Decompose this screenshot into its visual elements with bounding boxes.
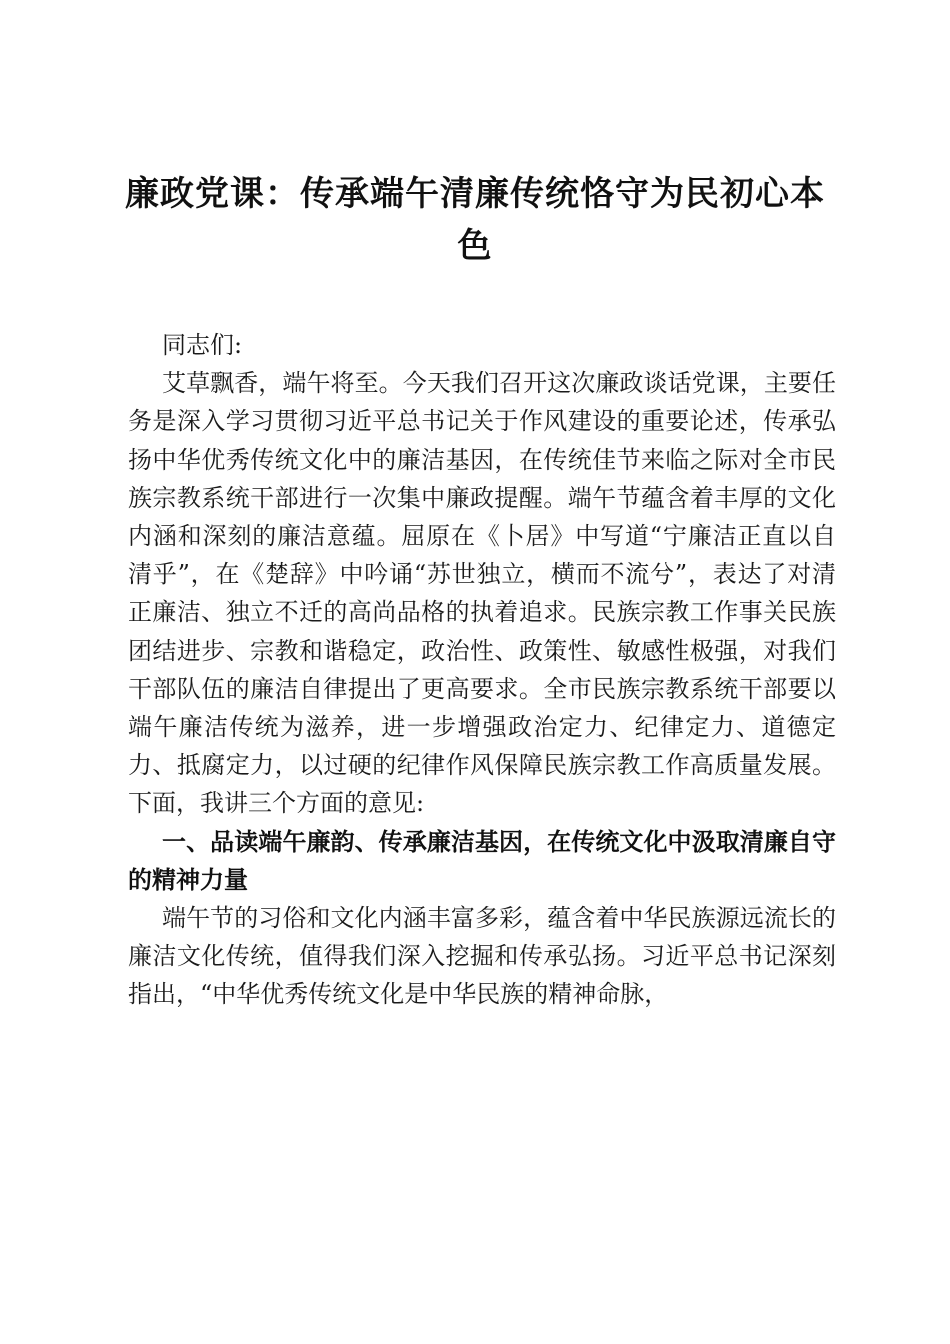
document-title: 廉政党课：传承端午清廉传统恪守为民初心本色 xyxy=(125,174,825,266)
salutation: 同志们: xyxy=(162,331,243,359)
section-heading: 一、品读端午廉韵、传承廉洁基因，在传统文化中汲取清廉自守的精神力量 xyxy=(128,827,836,894)
document-body xyxy=(128,326,836,1014)
body-paragraph: 艾草飘香，端午将至。今天我们召开这次廉政谈话党课，主要任务是深入学习贯彻习近平总书记关于作风建设的重要论述，传承弘扬中华优秀传统文化中的廉洁基因，在传统佳节来临之际对全市民族宗教系统干部进行一次集中廉政提醒。端午节蕴含着丰厚的文化内涵和深刻的廉洁意蕴。屈原在《卜居》中写道“宁廉洁正直以自清乎”，在《楚辞》中吟诵“苏世独立，横而不流兮”，表达了对清正廉洁、独立不迁的高尚品格的执着追求。民族宗教工作事关民族团结进步、宗教和谐稳定，政治性、政策性、敏感性极强，对我们干部队伍的廉洁自律提出了更高要求。全市民族宗教系统干部要以端午廉洁传统为滋养，进一步增强政治定力、纪律定力、道德定力、抵腐定力，以过硬的纪律作风保障民族宗教工作高质量发展。下面，我讲三个方面的意见: xyxy=(128,369,836,818)
section-paragraph: 端午节的习俗和文化内涵丰富多彩，蕴含着中华民族源远流长的廉洁文化传统，值得我们深入挖掘和传承弘扬。习近平总书记深刻指出，“中华优秀传统文化是中华民族的精神命脉， xyxy=(128,904,836,1009)
